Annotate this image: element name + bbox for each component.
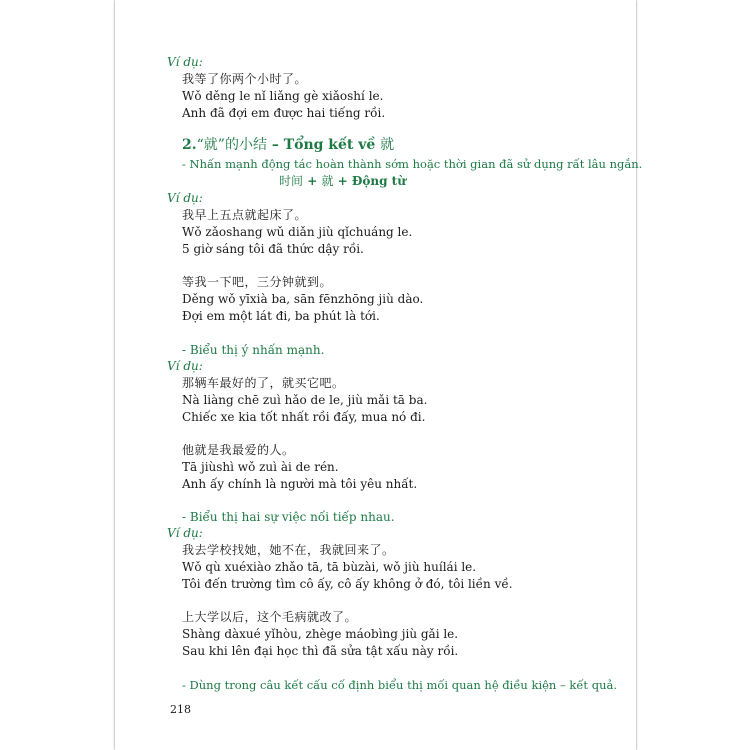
example-pinyin: Děng wǒ yīxià ba, sān fēnzhōng jiù dào. — [182, 292, 424, 306]
example-pinyin: Wǒ děng le nǐ liǎng gè xiǎoshí le. — [182, 89, 384, 103]
formula-verb: Động từ — [351, 174, 406, 188]
heading-dash: – — [266, 137, 284, 153]
formula-time: 时间 — [279, 174, 304, 188]
example-chinese: 上大学以后，这个毛病就改了。 — [182, 610, 358, 624]
usage-point-2: - Biểu thị ý nhấn mạnh. — [182, 343, 325, 357]
heading-vietnamese: Tổng kết về — [283, 137, 381, 153]
example-vietnamese: 5 giờ sáng tôi đã thức dậy rồi. — [182, 242, 364, 256]
example-vietnamese: Sau khi lên đại học thì đã sửa tật xấu này rồi. — [182, 644, 459, 658]
example-chinese: 那辆车最好的了，就买它吧。 — [182, 376, 345, 390]
example-pinyin: Nà liàng chē zuì hǎo de le, jiù mǎi tā ba. — [182, 393, 428, 407]
example-label: Ví dụ: — [167, 55, 203, 69]
example-chinese: 他就是我最爱的人。 — [182, 443, 295, 457]
heading-chinese: “就”的小结 — [196, 137, 267, 153]
example-label: Ví dụ: — [167, 191, 203, 205]
heading-character: 就 — [380, 137, 395, 153]
example-vietnamese: Đợi em một lát đi, ba phút là tới. — [182, 309, 380, 323]
example-label: Ví dụ: — [167, 526, 203, 540]
example-chinese: 我早上五点就起床了。 — [182, 208, 308, 222]
grammar-formula: 时间 + 就 + Động từ — [279, 174, 406, 188]
usage-point-3: - Biểu thị hai sự việc nối tiếp nhau. — [182, 510, 395, 524]
example-pinyin: Wǒ zǎoshang wǔ diǎn jiù qǐchuáng le. — [182, 225, 413, 239]
example-chinese: 我等了你两个小时了。 — [182, 72, 308, 86]
page-number: 218 — [170, 703, 191, 716]
section-heading — [182, 135, 394, 155]
book-page — [115, 0, 643, 750]
usage-point-4: - Dùng trong câu kết cấu cố định biểu thị mối quan hệ điều kiện – kết quả. — [182, 678, 617, 692]
heading-number: 2. — [182, 137, 197, 153]
example-vietnamese: Tôi đến trường tìm cô ấy, cô ấy không ở đó, tôi liền về. — [182, 577, 513, 591]
example-pinyin: Shàng dàxué yǐhòu, zhège máobìng jiù gǎi le. — [182, 627, 459, 641]
example-vietnamese: Anh đã đợi em được hai tiếng rồi. — [182, 106, 386, 120]
example-label: Ví dụ: — [167, 359, 203, 373]
example-vietnamese: Chiếc xe kia tốt nhất rồi đấy, mua nó đi. — [182, 410, 426, 424]
example-pinyin: Tā jiùshì wǒ zuì ài de rén. — [182, 460, 339, 474]
example-chinese: 我去学校找她，她不在，我就回来了。 — [182, 543, 395, 557]
example-vietnamese: Anh ấy chính là người mà tôi yêu nhất. — [182, 477, 418, 491]
formula-jiu: 就 — [321, 174, 334, 188]
example-chinese: 等我一下吧，三分钟就到。 — [182, 275, 333, 289]
example-pinyin: Wǒ qù xuéxiào zhǎo tā, tā bùzài, wǒ jiù huílái le. — [182, 560, 477, 574]
usage-point-1: - Nhấn mạnh động tác hoàn thành sớm hoặc thời gian đã sử dụng rất lâu ngắn. — [182, 157, 643, 171]
